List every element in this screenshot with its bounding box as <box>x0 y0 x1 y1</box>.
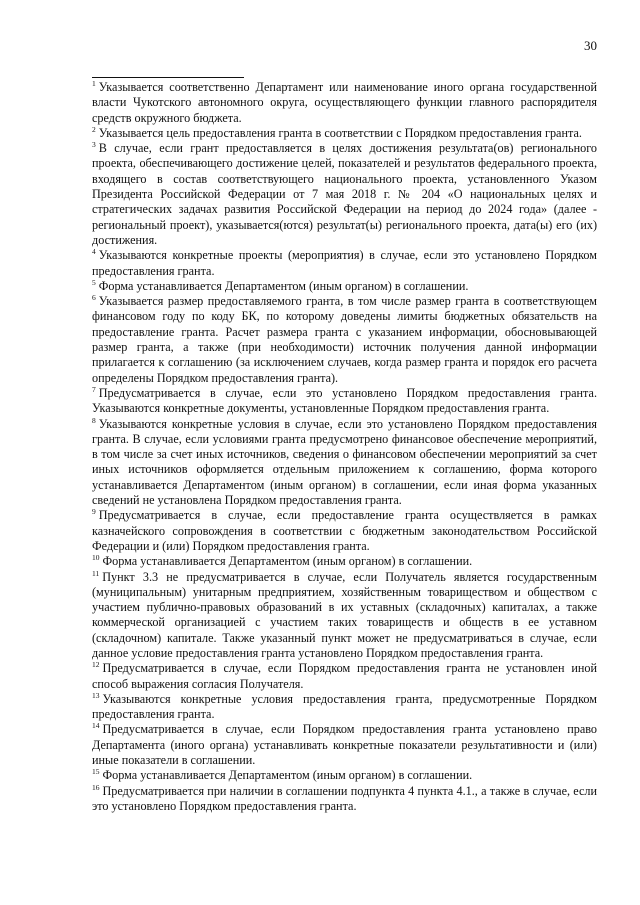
footnote-text: Указывается размер предоставляемого гранта, в том числе размер гранта в соответствующем финансовом году по коду БК, по которому доведены лимиты бюджетных обязательств на предоставление гранта. Расчет размера гранта с указанием информации, обосновывающей размер гранта, а также (при необходимости) источник получения данной информации прилагается к соглашению (за исключением случаев, когда размер гранта и порядок его расчета определены Порядком предоставления гранта). <box>92 294 597 385</box>
footnote-number: 3 <box>92 140 96 150</box>
footnote <box>92 141 597 248</box>
footnote-text: Форма устанавливается Департаментом (иным органом) в соглашении. <box>102 768 473 783</box>
footnote-number: 4 <box>92 247 96 257</box>
page-number: 30 <box>584 38 597 53</box>
footnote-text: Указываются конкретные условия предоставления гранта, предусмотренные Порядком предоставления гранта. <box>92 691 597 722</box>
footnote <box>92 722 597 768</box>
footnotes-list <box>92 80 597 814</box>
footnote-text: Форма устанавливается Департаментом (иным органом) в соглашении. <box>102 554 473 569</box>
footnote <box>92 294 597 386</box>
footnote-text: Указываются конкретные условия в случае, если это установлено Порядком предоставления гранта. В случае, если условиями гранта предусмотрено финансовое обеспечение мероприятий, в том числе за счет иных источников, сведения о финансовом обеспечении мероприятий за счет иных источников оформляется отдельным приложением к соглашению, форма которого устанавливается Департаментом (иным органом) в соглашении, если иная форма указанных сведений не установлена Порядком предоставления гранта. <box>92 416 597 508</box>
footnote-number: 11 <box>92 568 100 578</box>
footnote <box>92 570 597 662</box>
footnote <box>92 554 597 569</box>
footnote <box>92 126 597 141</box>
footnote <box>92 661 597 692</box>
footnote-number: 8 <box>92 415 96 425</box>
footnote-text: Указывается цель предоставления гранта в соответствии с Порядком предоставления гранта. <box>98 125 582 140</box>
footnote-text: Форма устанавливается Департаментом (иным органом) в соглашении. <box>98 278 469 293</box>
footnote-number: 10 <box>92 553 100 563</box>
footnote <box>92 508 597 554</box>
footnote-text: Указываются конкретные проекты (мероприятия) в случае, если это установлено Порядком предоставления гранта. <box>92 248 597 278</box>
footnote-number: 13 <box>92 690 100 700</box>
footnote-number: 9 <box>92 507 96 517</box>
footnote-text: Предусматривается в случае, если это установлено Порядком предоставления гранта. Указываются конкретные документы, установленные Порядком предоставления гранта. <box>92 385 597 416</box>
footnote-text: Пункт 3.3 не предусматривается в случае, если Получатель является государственным (муниципальным) унитарным предприятием, хозяйственным товариществом и обществом с участием публично-правовых образований в их уставных (складочных) капиталах, а также коммерческой организацией с участием таких товариществ и обществ в ее уставном (складочном) капитале. Также указанный пункт может не предусматриваться в случае, если данное условие предоставления гранта установлено Порядком предоставления гранта. <box>92 569 597 660</box>
footnote-text: Предусматривается в случае, если предоставление гранта осуществляется в рамках казначейского сопровождения в соответствии с бюджетным законодательством Российской Федерации и (или) Порядком предоставления гранта. <box>92 508 597 553</box>
footnote-number: 6 <box>92 293 96 303</box>
footnote <box>92 784 597 815</box>
footnote-number: 14 <box>92 721 100 731</box>
footnote-text: В случае, если грант предоставляется в целях достижения результата(ов) регионального проекта, обеспечивающего достижение целей, показателей и результатов федерального проекта, входящего в состав соответствующего национального проекта, установленного Указом Президента Российской Федерации от 7 мая 2018 г. № 204 «О национальных целях и стратегических задачах развития Российской Федерации на период до 2024 года» (далее - региональный проект), указывается(ются) результат(ы) регионального проекта, дата(ы) его (их) достижения. <box>92 141 597 247</box>
footnote <box>92 768 597 783</box>
footnote-number: 5 <box>92 277 96 287</box>
footnote <box>92 692 597 723</box>
footnote <box>92 248 597 279</box>
footnote-number: 2 <box>92 124 96 134</box>
footnote-text: Предусматривается при наличии в соглашении подпункта 4 пункта 4.1., а также в случае, если это установлено Порядком предоставления гранта. <box>92 783 597 813</box>
footnote <box>92 386 597 417</box>
footnote-number: 16 <box>92 782 100 792</box>
footnote-text: Предусматривается в случае, если Порядком предоставления гранта не установлен иной способ выражения согласия Получателя. <box>92 661 597 691</box>
footnote-number: 12 <box>92 660 100 670</box>
footnote <box>92 417 597 509</box>
footnote-number: 15 <box>92 767 100 777</box>
footnote <box>92 80 597 126</box>
footnote-text: Предусматривается в случае, если Порядком предоставления гранта установлено право Департамента (иного органа) устанавливать конкретные показатели результативности и (или) иные показатели в соглашении. <box>92 722 597 768</box>
footnote-number: 7 <box>92 384 96 394</box>
footnote <box>92 279 597 294</box>
footnote-separator <box>92 77 244 78</box>
footnote-text: Указывается соответственно Департамент или наименование иного органа государственной власти Чукотского автономного округа, осуществляющего функции главного распорядителя средств окружного бюджета. <box>92 80 597 125</box>
footnote-number: 1 <box>92 79 96 88</box>
